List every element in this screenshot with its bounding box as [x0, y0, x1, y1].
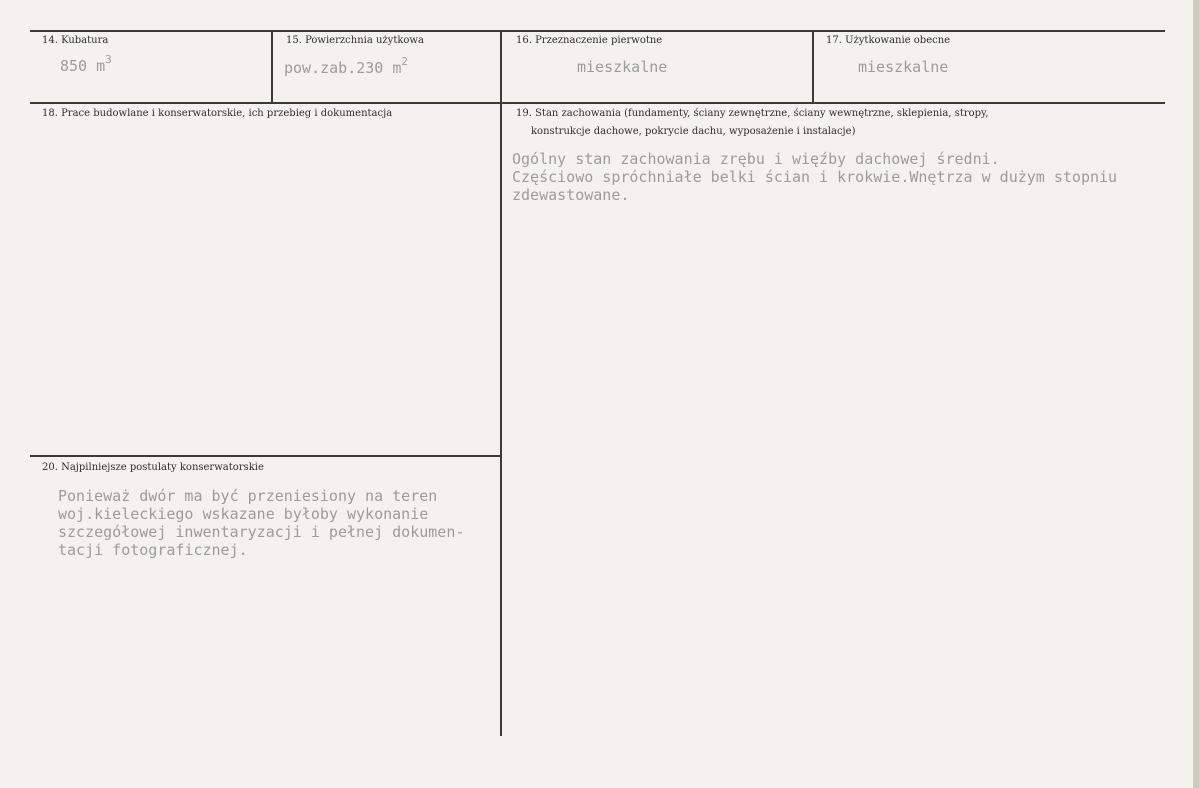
field-19-line-1: Ogólny stan zachowania zrębu i więźby dachowej średni.	[512, 150, 1000, 168]
row-divider-1	[30, 102, 1165, 104]
field-14-value	[60, 53, 112, 78]
top-rule	[30, 30, 1165, 32]
col-divider-17	[812, 30, 814, 103]
field-19-label-line-2: konstrukcje dachowe, pokrycie dachu, wyposażenie i instalacje)	[531, 126, 856, 137]
field-14-value-text: 850 m	[60, 57, 106, 75]
field-15-value	[284, 55, 409, 80]
field-20-label: 20. Najpilniejsze postulaty konserwatorskie	[42, 462, 264, 473]
field-17-value: mieszkalne	[858, 58, 949, 76]
field-15-value-text: pow.zab.230 m	[284, 59, 402, 77]
field-19-line-3: zdewastowane.	[512, 186, 630, 204]
row-divider-2	[30, 455, 502, 457]
field-19-label-line-1: 19. Stan zachowania (fundamenty, ściany zewnętrzne, ściany wewnętrzne, sklepienia, stropy,	[516, 108, 989, 119]
field-20-line-1: Ponieważ dwór ma być przeniesiony na teren	[58, 487, 438, 505]
field-18-label: 18. Prace budowlane i konserwatorskie, ich przebieg i dokumentacja	[42, 108, 393, 119]
field-15-unit-exponent: 2	[401, 55, 409, 68]
field-19-line-2: Częściowo spróchniałe belki ścian i krokwie.Wnętrza w dużym stopniu	[512, 168, 1118, 186]
field-16-value: mieszkalne	[577, 58, 668, 76]
field-20-line-2: woj.kieleckiego wskazane byłoby wykonanie	[58, 505, 429, 523]
field-17-label: 17. Użytkowanie obecne	[826, 35, 951, 46]
field-20-line-4: tacji fotograficznej.	[58, 541, 248, 559]
col-divider-15	[271, 30, 273, 103]
col-divider-main	[500, 30, 502, 736]
paper-edge	[1193, 0, 1199, 788]
field-14-label: 14. Kubatura	[42, 35, 109, 46]
field-14-unit-exponent: 3	[105, 53, 112, 66]
field-15-label: 15. Powierzchnia użytkowa	[286, 35, 424, 46]
field-20-line-3: szczegółowej inwentaryzacji i pełnej dokumen-	[58, 523, 465, 541]
field-16-label: 16. Przeznaczenie pierwotne	[516, 35, 663, 46]
